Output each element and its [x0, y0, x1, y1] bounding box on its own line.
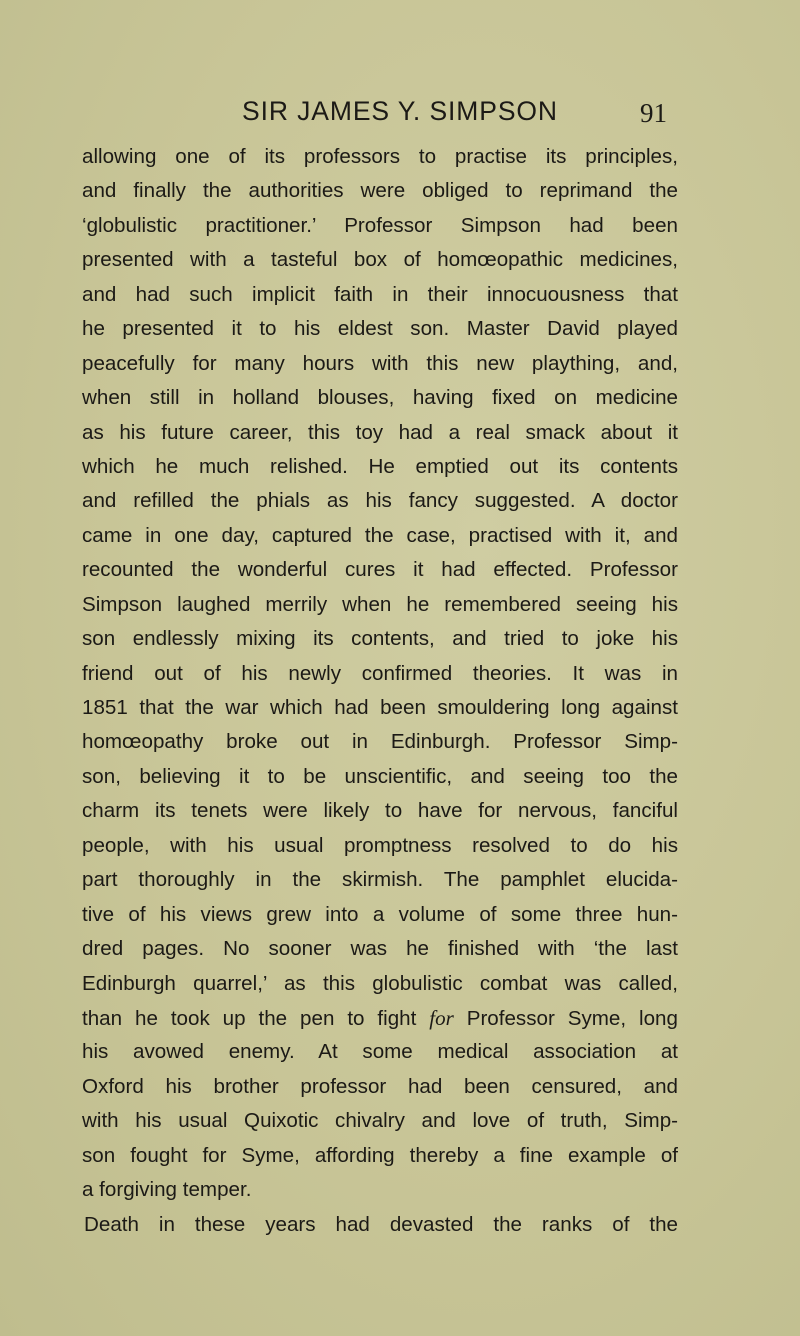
page-header: [0, 90, 800, 134]
text-line: tive of his views grew into a volume of some three hun-: [82, 902, 678, 926]
text-line: ‘globulistic practitioner.’ Professor Simpson had been: [82, 213, 678, 237]
text-line: friend out of his newly confirmed theories. It was in: [82, 661, 678, 685]
text-line: came in one day, captured the case, practised with it, and: [82, 523, 678, 547]
text-line-paragraph-start: Death in these years had devasted the ranks of the: [84, 1212, 678, 1236]
italic-word: for: [429, 1005, 454, 1030]
text-line: people, with his usual promptness resolved to do his: [82, 833, 678, 857]
text-line: which he much relished. He emptied out its contents: [82, 454, 678, 478]
text-line: Edinburgh quarrel,’ as this globulistic combat was called,: [82, 971, 678, 995]
text-line: dred pages. No sooner was he finished with ‘the last: [82, 937, 678, 961]
text-line: his avowed enemy. At some medical association at: [82, 1040, 678, 1064]
body-text: [82, 140, 678, 1242]
text-line: son fought for Syme, affording thereby a fine example of: [82, 1143, 678, 1167]
text-segment: than he took up the pen to fight: [82, 1006, 417, 1030]
text-line: part thoroughly in the skirmish. The pamphlet elucida-: [82, 868, 678, 892]
text-line: and had such implicit faith in their innocuousness that: [82, 282, 678, 306]
text-line: recounted the wonderful cures it had effected. Professor: [82, 558, 678, 582]
text-line: and refilled the phials as his fancy suggested. A doctor: [82, 489, 678, 513]
text-line: son, believing it to be unscientific, and seeing too the: [82, 764, 678, 788]
text-line: Simpson laughed merrily when he remembered seeing his: [82, 592, 678, 616]
text-line: allowing one of its professors to practise its principles,: [82, 145, 678, 168]
text-line: when still in holland blouses, having fixed on medicine: [82, 386, 678, 410]
text-segment: Professor Syme, long: [466, 1006, 678, 1030]
text-line-paragraph-end: a forgiving temper.: [82, 1178, 252, 1202]
text-line: son endlessly mixing its contents, and tried to joke his: [82, 627, 678, 651]
text-line: 1851 that the war which had been smouldering long against: [82, 696, 678, 719]
text-line: Oxford his brother professor had been censured, and: [82, 1074, 678, 1098]
running-head: SIR JAMES Y. SIMPSON: [242, 96, 558, 126]
text-line: presented with a tasteful box of homœopathic medicines,: [82, 248, 678, 272]
page-number: 91: [640, 98, 667, 128]
text-line: peacefully for many hours with this new plaything, and,: [82, 351, 678, 375]
text-line: charm its tenets were likely to have for nervous, fanciful: [82, 799, 678, 823]
text-line: with his usual Quixotic chivalry and love of truth, Simp-: [82, 1109, 678, 1133]
text-line: homœopathy broke out in Edinburgh. Professor Simp-: [82, 730, 678, 754]
text-line: as his future career, this toy had a real smack about it: [82, 420, 678, 444]
text-line: he presented it to his eldest son. Master David played: [82, 317, 678, 341]
text-line: and finally the authorities were obliged to reprimand the: [82, 179, 678, 203]
text-line-with-italic: [82, 1001, 678, 1035]
